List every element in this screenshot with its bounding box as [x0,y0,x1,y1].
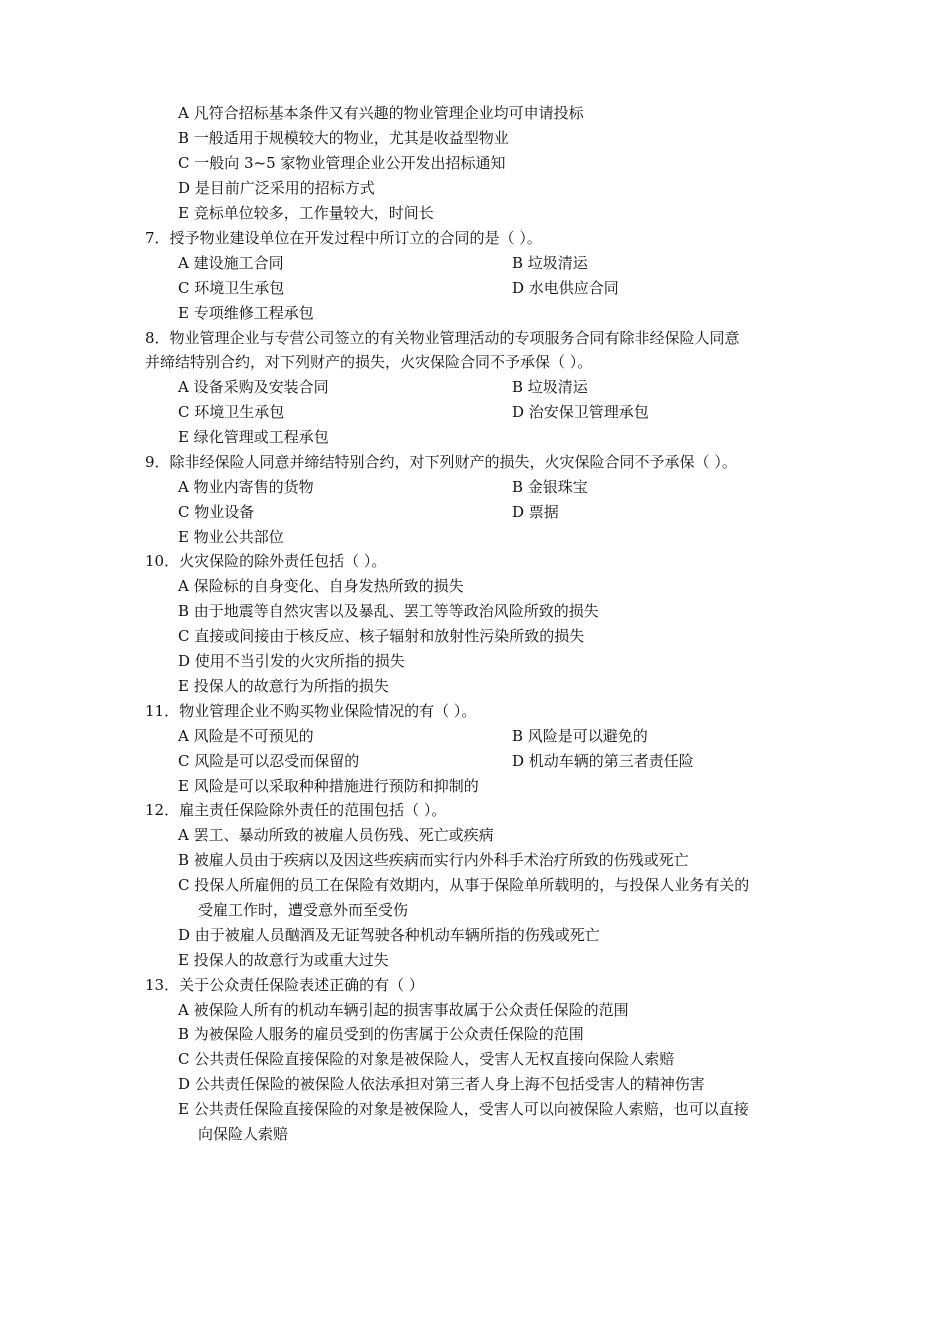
option-line: B 垃圾清运 [512,254,588,272]
option-line-continued: 受雇工作时，遭受意外而至受伤 [198,901,409,919]
option-line: D 治安保卫管理承包 [512,403,649,421]
option-line: E 投保人的故意行为或重大过失 [178,951,389,969]
option-line: E 竞标单位较多，工作量较大，时间长 [178,204,434,222]
option-line: A 凡符合招标基本条件又有兴趣的物业管理企业均可申请投标 [178,104,584,122]
option-line: D 水电供应合同 [512,279,619,297]
option-line: D 票据 [512,503,559,521]
option-line: A 物业内寄售的货物 [178,478,314,496]
option-line: C 投保人所雇佣的员工在保险有效期内，从事于保险单所载明的，与投保人业务有关的 [178,876,750,894]
option-line: E 专项维修工程承包 [178,304,314,322]
option-line: B 垃圾清运 [512,378,588,396]
option-line: E 风险是可以采取种种措施进行预防和抑制的 [178,777,479,795]
question-13: 13．关于公众责任保险表述正确的有（ ） [145,976,424,994]
option-line: C 公共责任保险直接保险的对象是被保险人，受害人无权直接向保险人索赔 [178,1050,675,1068]
question-10: 10．火灾保险的除外责任包括（ ）。 [145,552,387,570]
option-line: D 由于被雇人员酗酒及无证驾驶各种机动车辆所指的伤残或死亡 [178,926,600,944]
option-line: B 风险是可以避免的 [512,727,648,745]
question-8: 8．物业管理企业与专营公司签立的有关物业管理活动的专项服务合同有除非经保险人同意 [145,329,740,347]
option-line: A 保险标的自身变化、自身发热所致的损失 [178,577,464,595]
option-line: E 绿化管理或工程承包 [178,428,329,446]
option-line: E 物业公共部位 [178,528,284,546]
option-line: C 一般向 3~5 家物业管理企业公开发出招标通知 [178,154,506,172]
option-line: B 为被保险人服务的雇员受到的伤害属于公众责任保险的范围 [178,1025,584,1043]
option-line: D 机动车辆的第三者责任险 [512,752,694,770]
question-12: 12．雇主责任保险除外责任的范围包括（ ）。 [145,801,447,819]
option-line: B 被雇人员由于疾病以及因这些疾病而实行内外科手术治疗所致的伤残或死亡 [178,851,689,869]
option-line: D 是目前广泛采用的招标方式 [178,179,375,197]
option-line: E 公共责任保险直接保险的对象是被保险人，受害人可以向被保险人索赔，也可以直接 [178,1100,749,1118]
option-line-continued: 向保险人索赔 [198,1125,289,1143]
option-line: C 环境卫生承包 [178,403,285,421]
option-line: C 环境卫生承包 [178,279,285,297]
option-line: E 投保人的故意行为所指的损失 [178,677,389,695]
option-line: D 使用不当引发的火灾所指的损失 [178,652,405,670]
option-line: A 被保险人所有的机动车辆引起的损害事故属于公众责任保险的范围 [178,1001,629,1019]
question-9: 9．除非经保险人同意并缔结特别合约，对下列财产的损失，火灾保险合同不予承保（ ）。 [145,453,737,471]
option-line: C 直接或间接由于核反应、核子辐射和放射性污染所致的损失 [178,627,585,645]
question-8-continued: 并缔结特别合约，对下列财产的损失，火灾保险合同不予承保（ ）。 [145,353,593,371]
question-7: 7．授予物业建设单位在开发过程中所订立的合同的是（ ）。 [145,229,542,247]
option-line: D 公共责任保险的被保险人依法承担对第三者人身上海不包括受害人的精神伤害 [178,1075,705,1093]
option-line: B 一般适用于规模较大的物业，尤其是收益型物业 [178,129,509,147]
option-line: A 建设施工合同 [178,254,284,272]
option-line: A 风险是不可预见的 [178,727,314,745]
option-line: B 金银珠宝 [512,478,588,496]
option-line: C 风险是可以忍受而保留的 [178,752,360,770]
option-line: C 物业设备 [178,503,255,521]
option-line: A 设备采购及安装合同 [178,378,329,396]
option-line: B 由于地震等自然灾害以及暴乱、罢工等等政治风险所致的损失 [178,602,599,620]
question-11: 11．物业管理企业不购买物业保险情况的有（ ）。 [145,702,477,720]
option-line: A 罢工、暴动所致的被雇人员伤残、死亡或疾病 [178,826,494,844]
